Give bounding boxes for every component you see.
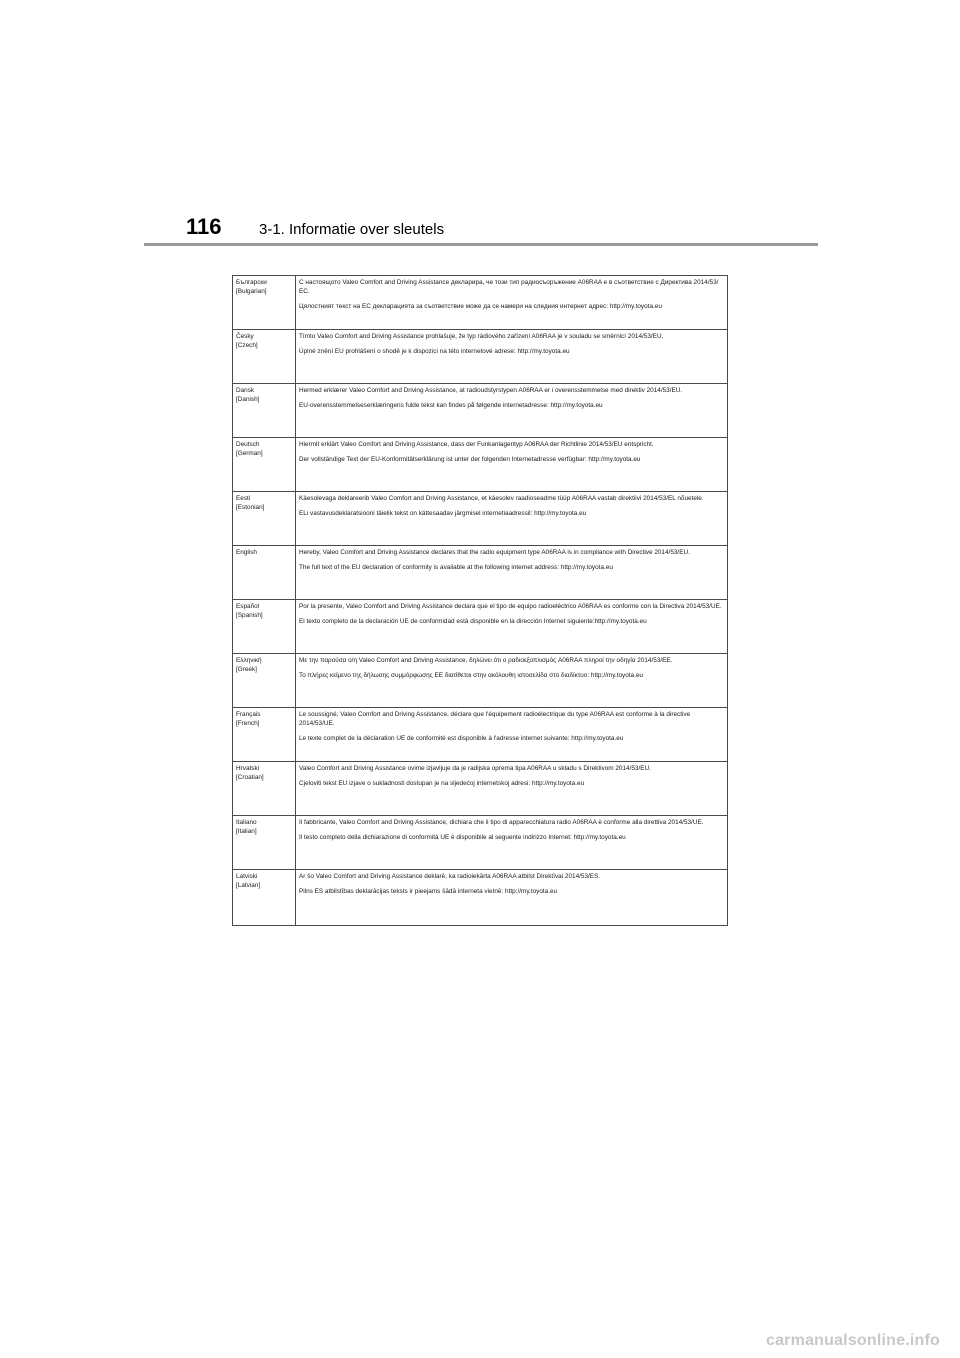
- fulltext-address: Цялостният текст на ЕС декларацията за съответствие може да се намери на следния интернет адрес: http://my.toyota.eu: [299, 303, 662, 310]
- table-row: [233, 654, 728, 708]
- table-row: [233, 492, 728, 546]
- language-english: [Croatian]: [236, 774, 264, 781]
- declaration-text: Käesolevaga deklareerib Valeo Comfort and Driving Assistance, et käesolev raadioseadme tüüp A06RAA vastab direktiivi 2014/53/EL nõuetele.: [299, 495, 704, 502]
- language-english: [German]: [236, 450, 263, 457]
- language-cell: [233, 870, 296, 926]
- fulltext-address: EU-overensstemmelseserklæringens fulde tekst kan findes på følgende internetadresse: http://my.toyota.eu: [299, 402, 603, 409]
- language-cell: [233, 492, 296, 546]
- language-cell: [233, 762, 296, 816]
- language-english: [Czech]: [236, 342, 258, 349]
- language-english: [Latvian]: [236, 882, 261, 889]
- table-row: [233, 762, 728, 816]
- language-english: [Greek]: [236, 666, 257, 673]
- language-native: Hrvatski: [236, 765, 260, 772]
- header-rule: [144, 243, 818, 246]
- declaration-text: Hiermit erklärt Valeo Comfort and Driving Assistance, dass der Funkanlagentyp A06RAA der Richtlinie 2014/53/EU entspricht.: [299, 441, 654, 448]
- language-english: [French]: [236, 720, 260, 727]
- table-row: [233, 870, 728, 926]
- watermark: carmanualsonline.info: [765, 1332, 940, 1349]
- language-cell: [233, 384, 296, 438]
- fulltext-address: Pilns ES atbilstības deklarācijas teksts ir pieejams šādā interneta vietnē: http://my.toyota.eu: [299, 888, 558, 895]
- language-english: [Italian]: [236, 828, 257, 835]
- declaration-text: Le soussigné, Valeo Comfort and Driving Assistance, déclare que l'équipement radioélectrique du type A06RAA est conforme à la directive 2014/53/UE.: [299, 711, 691, 727]
- language-cell: [233, 546, 296, 600]
- language-cell: [233, 600, 296, 654]
- language-native: Español: [236, 603, 260, 610]
- fulltext-address: Le texte complet de la déclaration UE de conformité est disponible à l'adresse internet suivante: http://my.toyota.eu: [299, 735, 624, 742]
- table-row: [233, 276, 728, 330]
- language-native: Български: [236, 279, 267, 286]
- declaration-text: Por la presente, Valeo Comfort and Driving Assistance declara que el tipo de equipo radioeléctrico A06RAA es conforme con la Directiva 2014/53/UE.: [299, 603, 722, 610]
- declaration-cell: [296, 276, 728, 330]
- fulltext-address: The full text of the EU declaration of conformity is available at the following internet address: http://my.toyota.eu: [299, 564, 613, 571]
- language-native: English: [236, 549, 257, 556]
- language-cell: [233, 276, 296, 330]
- language-english: [Spanish]: [236, 612, 263, 619]
- fulltext-address: Il testo completo della dichiarazione di conformità UE è disponibile al seguente indirizzo Internet: http://my.toyota.eu: [299, 834, 626, 841]
- declaration-cell: [296, 762, 728, 816]
- declaration-cell: [296, 492, 728, 546]
- declaration-text: Hermed erklærer Valeo Comfort and Driving Assistance, at radioudstyrstypen A06RAA er i overensstemmelse med direktiv 2014/53/EU.: [299, 387, 683, 394]
- language-cell: [233, 438, 296, 492]
- language-native: Dansk: [236, 387, 255, 394]
- declaration-cell: [296, 816, 728, 870]
- language-english: [Bulgarian]: [236, 288, 267, 295]
- table-row: [233, 708, 728, 762]
- declaration-cell: [296, 654, 728, 708]
- declaration-cell: [296, 330, 728, 384]
- declaration-text: Valeo Comfort and Driving Assistance ovime izjavljuje da je radijska oprema tipa A06RAA u skladu s Direktivom 2014/53/EU.: [299, 765, 651, 772]
- declaration-cell: [296, 438, 728, 492]
- language-native: Česky: [236, 333, 254, 340]
- fulltext-address: Der vollständige Text der EU-Konformitätserklärung ist unter der folgenden Internetadresse verfügbar: http://my.toyota.eu: [299, 456, 641, 463]
- language-native: Deutsch: [236, 441, 260, 448]
- table-row: [233, 546, 728, 600]
- declaration-text: Tímto Valeo Comfort and Driving Assistance prohlašuje, že typ rádiového zařízení A06RAA je v souladu se směrnicí 2014/53/EU.: [299, 333, 664, 340]
- language-native: Italiano: [236, 819, 257, 826]
- language-cell: [233, 654, 296, 708]
- language-english: [Estonian]: [236, 504, 265, 511]
- language-native: Eesti: [236, 495, 251, 502]
- declaration-text: Ar šo Valeo Comfort and Driving Assistance deklarē, ka radioiekārta A06RAA atbilst Direktīvai 2014/53/ES.: [299, 873, 601, 880]
- declaration-text: С настоящото Valeo Comfort and Driving Assistance декларира, че този тип радиосъоръжение A06RAA е в съответствие с Директива 2014/53/ЕС.: [299, 279, 719, 295]
- table-row: [233, 600, 728, 654]
- language-english: [Danish]: [236, 396, 260, 403]
- declaration-text: Il fabbricante, Valeo Comfort and Driving Assistance, dichiara che il tipo di apparecchiatura radio A06RAA è conforme alla direttiva 2014/53/UE.: [299, 819, 704, 826]
- language-cell: [233, 330, 296, 384]
- table-row: [233, 384, 728, 438]
- table-row: [233, 816, 728, 870]
- declaration-text: Με την παρούσα ο/η Valeo Comfort and Driving Assistance, δηλώνει ότι ο ραδιοεξοπλισμός A06RAA πληροί την οδηγία 2014/53/ΕΕ.: [299, 657, 673, 664]
- table-row: [233, 438, 728, 492]
- fulltext-address: Το πλήρες κείμενο της δήλωσης συμμόρφωσης ΕΕ διατίθεται στην ακόλουθη ιστοσελίδα στο διαδίκτυο: http://my.toyota.eu: [299, 672, 643, 679]
- language-cell: [233, 816, 296, 870]
- declaration-cell: [296, 600, 728, 654]
- language-cell: [233, 708, 296, 762]
- language-native: Français: [236, 711, 261, 718]
- language-native: Ελληνική: [236, 657, 262, 664]
- declaration-cell: [296, 546, 728, 600]
- table-row: [233, 330, 728, 384]
- declaration-cell: [296, 384, 728, 438]
- fulltext-address: El texto completo de la declaración UE de conformidad está disponible en la dirección Internet siguiente:http://my.toyota.eu: [299, 618, 647, 625]
- page-header: [0, 0, 960, 250]
- language-native: Latviski: [236, 873, 258, 880]
- fulltext-address: Úplné znění EU prohlášení o shodě je k dispozici na této internetové adrese: http://my.toyota.eu: [299, 348, 570, 355]
- page-number: 116: [186, 214, 222, 239]
- fulltext-address: Cjeloviti tekst EU izjave o sukladnosti dostupan je na sljedećoj internetskoj adresi: http://my.toyota.eu: [299, 780, 585, 787]
- fulltext-address: ELi vastavusdeklaratsiooni täielik tekst on kättesaadav järgmisel internetiaadressil: http://my.toyota.eu: [299, 510, 587, 517]
- declaration-text: Hereby, Valeo Comfort and Driving Assistance declares that the radio equipment type A06RAA is in compliance with Directive 2014/53/EU.: [299, 549, 690, 556]
- declaration-table: [232, 275, 728, 926]
- declaration-cell: [296, 870, 728, 926]
- section-title: 3-1. Informatie over sleutels: [259, 221, 445, 238]
- declaration-cell: [296, 708, 728, 762]
